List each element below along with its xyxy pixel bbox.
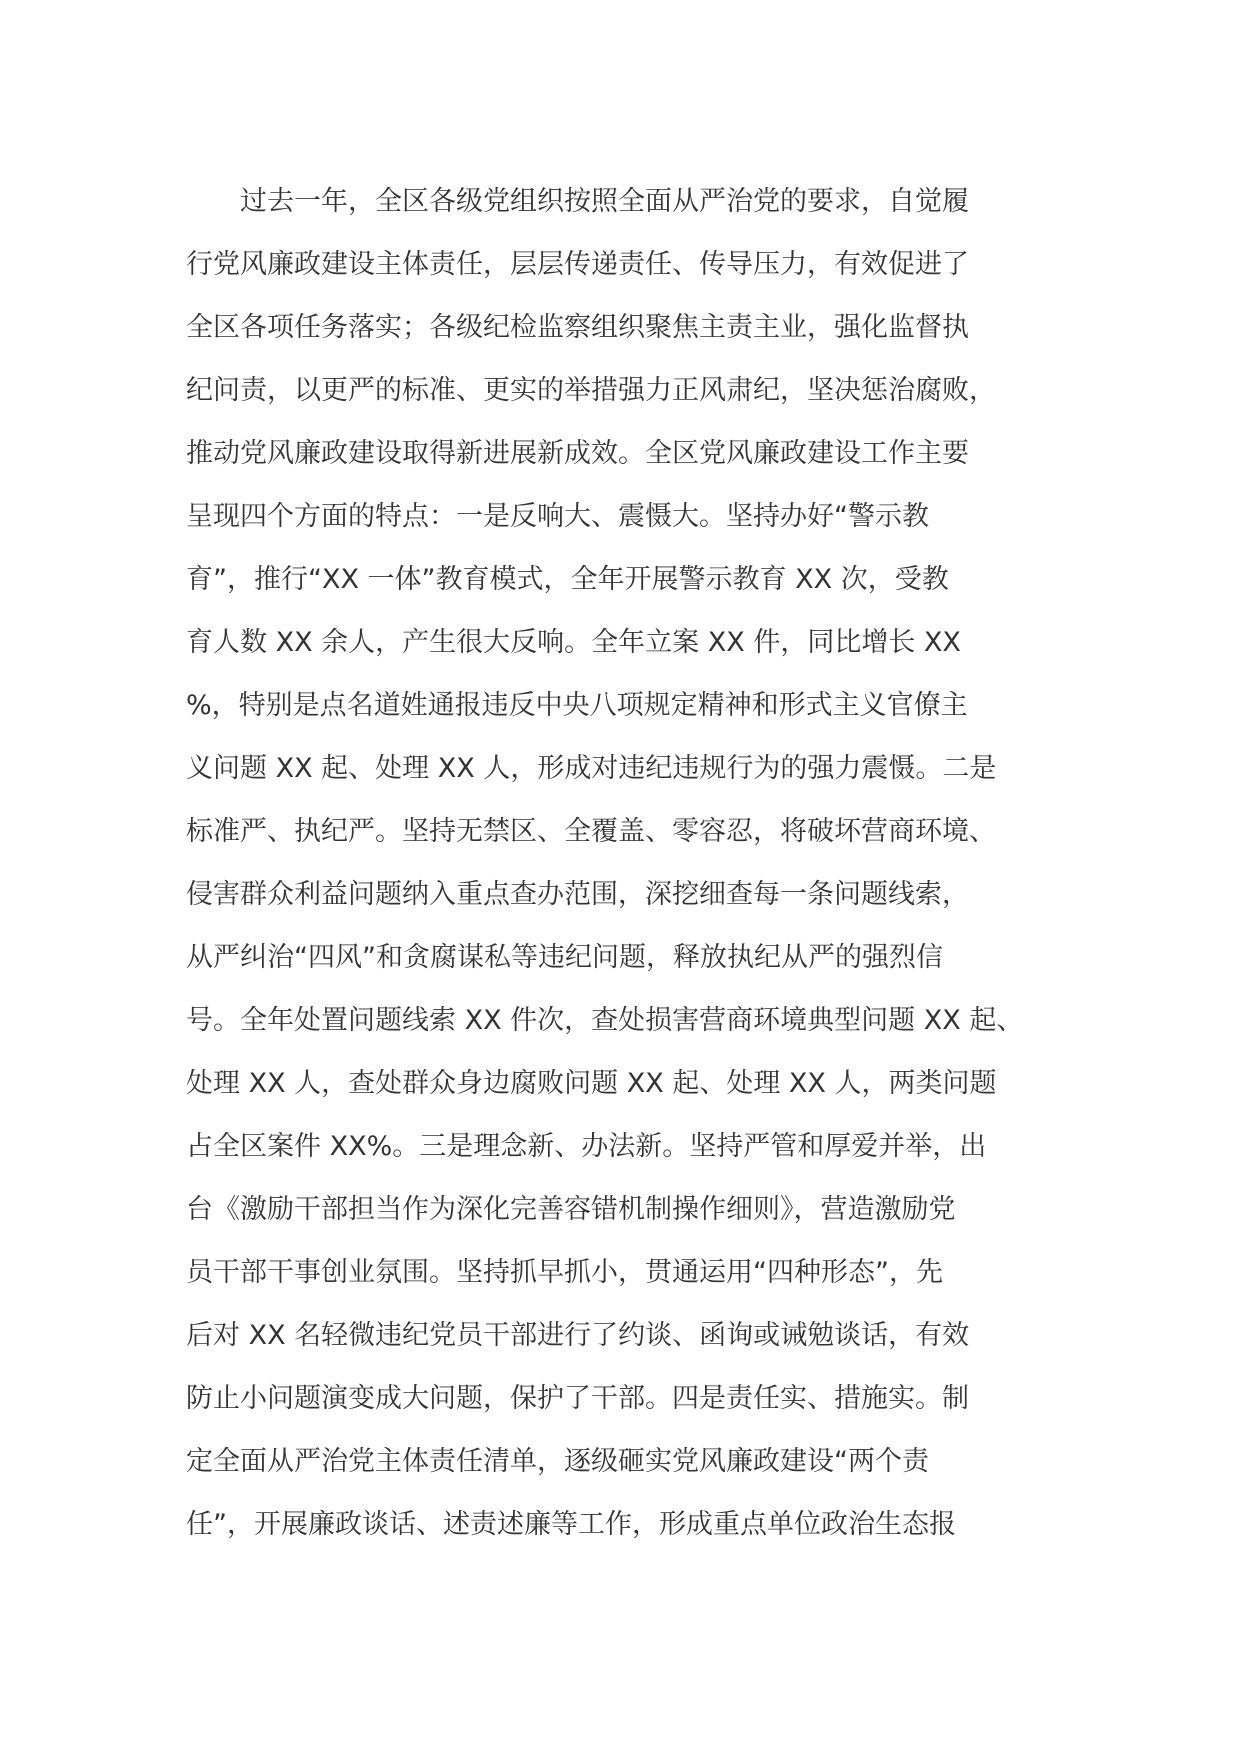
text-line: 台《激励干部担当作为深化完善容错机制操作细则》，营造激励党 (186, 1194, 956, 1225)
text-line: 育人数 XX 余人，产生很大反响。全年立案 XX 件，同比增长 XX (186, 627, 961, 658)
text-line: 号。全年处置问题线索 XX 件次，查处损害营商环境典型问题 XX 起、 (186, 1005, 1024, 1036)
text-line: 全区各项任务落实；各级纪检监察组织聚焦主责主业，强化监督执 (186, 312, 969, 343)
text-line: 义问题 XX 起、处理 XX 人，形成对违纪违规行为的强力震慑。二是 (186, 753, 997, 784)
text-line: 占全区案件 XX%。三是理念新、办法新。坚持严管和厚爱并举，出 (186, 1131, 987, 1162)
text-line: 后对 XX 名轻微违纪党员干部进行了约谈、函询或诫勉谈话，有效 (186, 1320, 970, 1351)
text-line: 任”，开展廉政谈话、述责述廉等工作，形成重点单位政治生态报 (186, 1509, 956, 1540)
text-line: 标准严、执纪严。坚持无禁区、全覆盖、零容忍，将破坏营商环境、 (186, 816, 996, 847)
text-line: 员干部干事创业氛围。坚持抓早抓小，贯通运用“四种形态”，先 (186, 1257, 943, 1288)
text-line: 防止小问题演变成大问题，保护了干部。四是责任实、措施实。制 (186, 1383, 969, 1414)
text-line: 行党风廉政建设主体责任，层层传递责任、传导压力，有效促进了 (186, 249, 969, 280)
text-line: %，特别是点名道姓通报违反中央八项规定精神和形式主义官僚主 (186, 690, 968, 721)
text-line: 育”，推行“XX 一体”教育模式，全年开展警示教育 XX 次，受教 (186, 564, 949, 595)
text-line: 推动党风廉政建设取得新进展新成效。全区党风廉政建设工作主要 (186, 438, 969, 469)
text-line: 侵害群众利益问题纳入重点查办范围，深挖细查每一条问题线索， (186, 879, 969, 910)
text-line: 过去一年，全区各级党组织按照全面从严治党的要求，自觉履 (186, 186, 969, 217)
text-line: 呈现四个方面的特点：一是反响大、震慑大。坚持办好“警示教 (186, 501, 929, 532)
text-line: 纪问责，以更严的标准、更实的举措强力正风肃纪，坚决惩治腐败， (186, 375, 996, 406)
body-paragraph (186, 170, 1066, 1556)
text-line: 处理 XX 人，查处群众身边腐败问题 XX 起、处理 XX 人，两类问题 (186, 1068, 997, 1099)
text-line: 定全面从严治党主体责任清单，逐级砸实党风廉政建设“两个责 (186, 1446, 929, 1477)
text-line: 从严纠治“四风”和贪腐谋私等违纪问题，释放执纪从严的强烈信 (186, 942, 943, 973)
